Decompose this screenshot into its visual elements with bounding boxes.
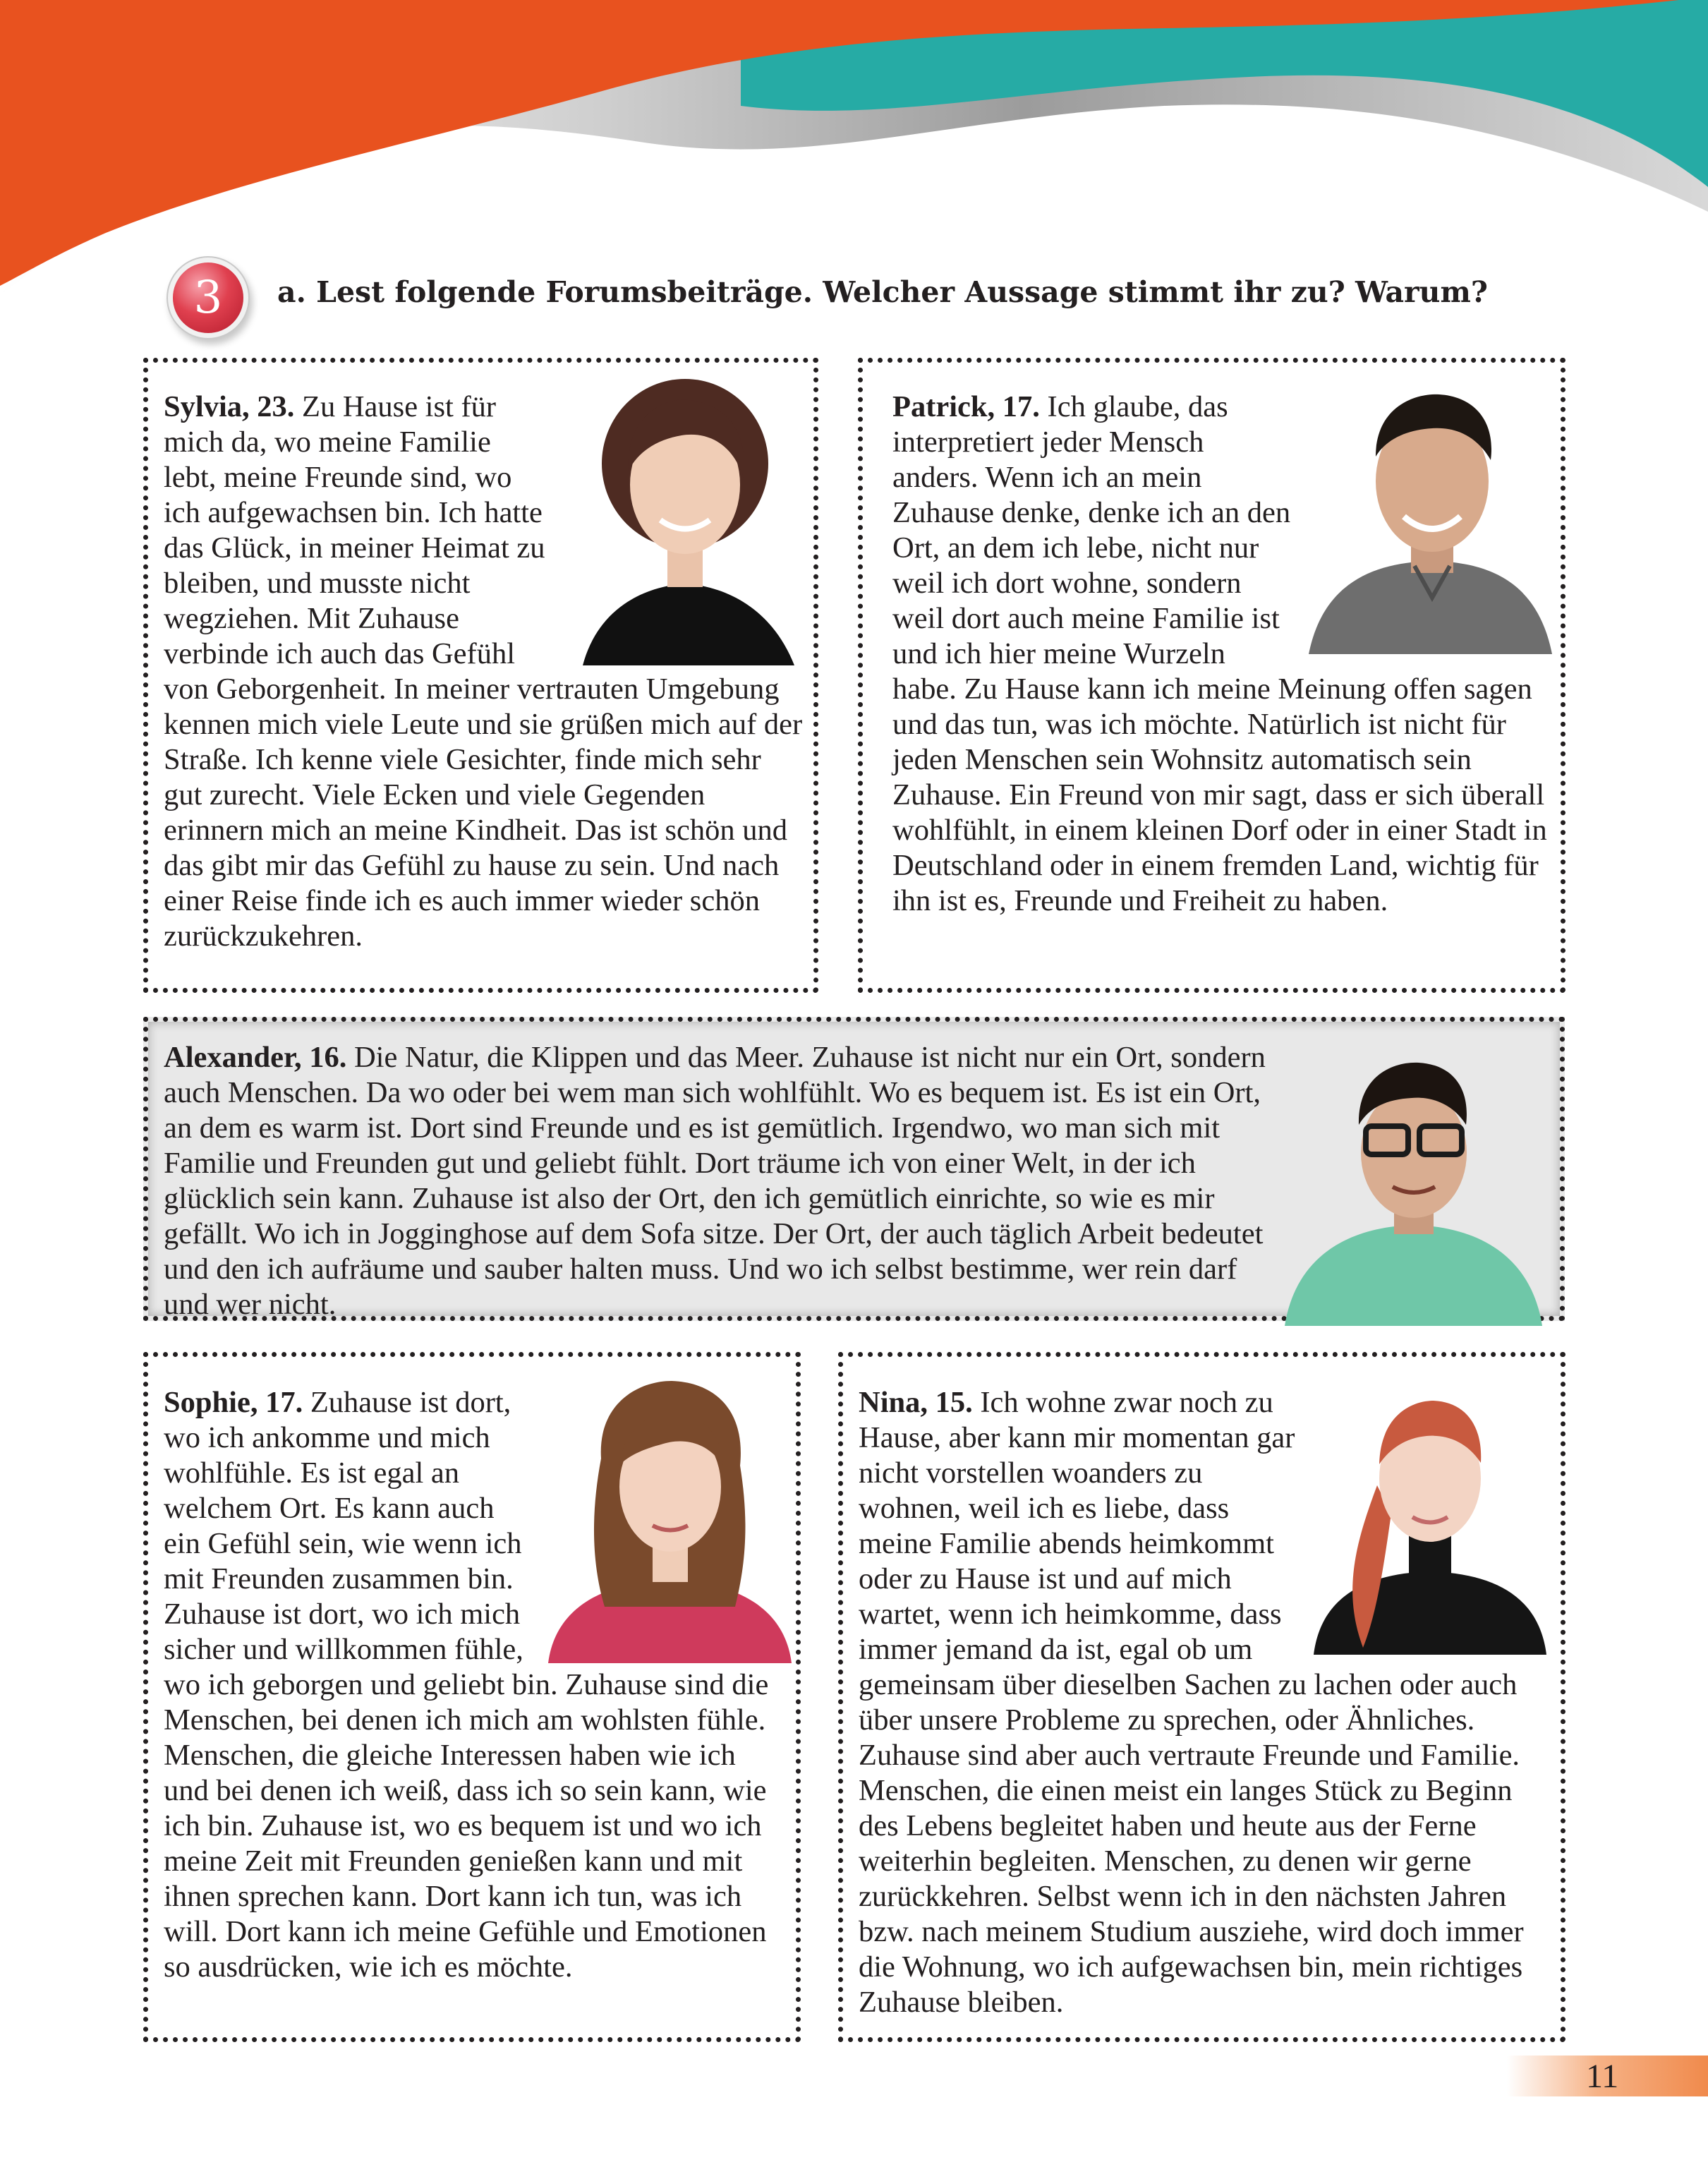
sophie-photo [548, 1381, 792, 1663]
forum-post-nina [838, 1352, 1565, 2042]
page-number: 11 [1586, 2058, 1619, 2095]
forum-post-sylvia [143, 358, 818, 993]
alexander-author: Alexander, 16. [164, 1041, 347, 1074]
sylvia-text: Zu Hause ist für mich da, wo meine Familie lebt, meine Freunde sind, wo ich aufgewachsen bin. Ich hatte das Glück, in meiner Heimat zu bleiben, und musste nicht wegziehen. Mit Zuhause verbinde ich auch das Gefühl von Geborgenheit. In meiner vertrauten Umgebung kennen mich viele Leute und sie grüßen mich auf der Straße. Ich kenne viele Gesichter, finde mich sehr gut zurecht. Viele Ecken und viele Gegenden erinnern mich an meine Kindheit. Das ist schön und das gibt mir das Gefühl zu hause zu sein. Und nach einer Reise finde ich es auch immer wieder schön zurückzukehren. [164, 390, 803, 953]
task-number-badge: 3 [173, 262, 243, 333]
patrick-text: Ich glaube, das interpretiert jeder Mensch anders. Wenn ich an mein Zuhause denke, denke ich an den Ort, an dem ich lebe, nicht nur weil ich dort wohne, sondern weil dort auch meine Familie ist und ich hier meine Wurzeln habe. Zu Hause kann ich meine Meinung offen sagen und das tun, was ich möchte. Natürlich ist nicht für jeden Menschen sein Wohnsitz automatisch sein Zuhause. Ein Freund von mir sagt, dass er sich überall wohlfühlt, in einem kleinen Dorf oder in einer Stadt in Deutschland oder in einem fremden Land, wichtig für ihn ist es, Freunde und Freiheit zu haben. [892, 390, 1547, 917]
sophie-text: Zuhause ist dort, wo ich ankomme und mich wohlfühle. Es ist egal an welchem Ort. Es kann auch ein Gefühl sein, wie wenn ich mit Freunden zusammen bin. Zuhause ist dort, wo ich mich sicher und willkommen fühle, wo ich geborgen und geliebt bin. Zuhause sind die Menschen, bei denen ich mich am wohlsten fühle. Menschen, die gleiche Interessen haben wie ich und bei denen ich weiß, dass ich so sein kann, wie ich bin. Zuhause ist, wo es bequem ist und wo ich meine Zeit mit Freunden genießen kann und mit ihnen sprechen kann. Dort kann ich tun, was ich will. Dort kann ich meine Gefühle und Emotionen so ausdrücken, wie ich es möchte. [164, 1386, 769, 1984]
patrick-author: Patrick, 17. [892, 390, 1040, 423]
sophie-author: Sophie, 17. [164, 1386, 303, 1419]
alexander-photo [1281, 1047, 1546, 1326]
forum-post-alexander [143, 1017, 1565, 1321]
sylvia-author: Sylvia, 23. [164, 390, 295, 423]
nina-text: Ich wohne zwar noch zu Hause, aber kann mir momentan gar nicht vorstellen woanders zu wohnen, weil ich es liebe, dass meine Familie abends heimkommt oder zu Hause ist und auf mich wartet, wenn ich heimkomme, dass immer jemand da ist, egal ob um gemeinsam über dieselben Sachen zu lachen oder auch über unsere Probleme zu sprechen, oder Ähnliches. Zuhause sind aber auch vertraute Freunde und Familie. Menschen, die einen meist ein langes Stück zu Beginn des Lebens begleitet haben und heute aus der Ferne weiterhin begleiten. Menschen, zu denen wir gerne zurückkehren. Selbst wenn ich in den nächsten Jahren bzw. nach meinem Studium ausziehe, wird doch immer die Wohnung, wo ich aufgewachsen bin, mein richtiges Zuhause bleiben. [859, 1386, 1524, 2019]
forum-post-sophie [143, 1352, 801, 2042]
page-number-tab [1507, 2056, 1708, 2096]
patrick-photo [1309, 372, 1552, 654]
task-instruction: a. Lest folgende Forumsbeiträge. Welcher Aussage stimmt ihr zu? Warum? [277, 275, 1488, 309]
alexander-text: Die Natur, die Klippen und das Meer. Zuhause ist nicht nur ein Ort, sondern auch Menschen. Da wo oder bei wem man sich wohlfühlt. Wo es bequem ist. Es ist ein Ort, an dem es warm ist. Dort sind Freunde und es ist gemütlich. Irgendwo, wo man sich mit Familie und Freunden gut und geliebt fühlt. Dort träume ich von einer Welt, in der ich glücklich sein kann. Zuhause ist also der Ort, den ich gemütlich einrichte, so wie es mir gefällt. Wo ich in Jogginghose auf dem Sofa sitze. Der Ort, der auch täglich Arbeit bedeutet und den ich aufräume und sauber halten muss. Und wo ich selbst bestimme, wer rein darf und wer nicht. [164, 1041, 1266, 1321]
task-heading [173, 262, 1513, 333]
nina-photo [1314, 1380, 1546, 1655]
sylvia-photo [562, 372, 805, 665]
nina-author: Nina, 15. [859, 1386, 973, 1419]
forum-post-patrick [858, 358, 1565, 993]
